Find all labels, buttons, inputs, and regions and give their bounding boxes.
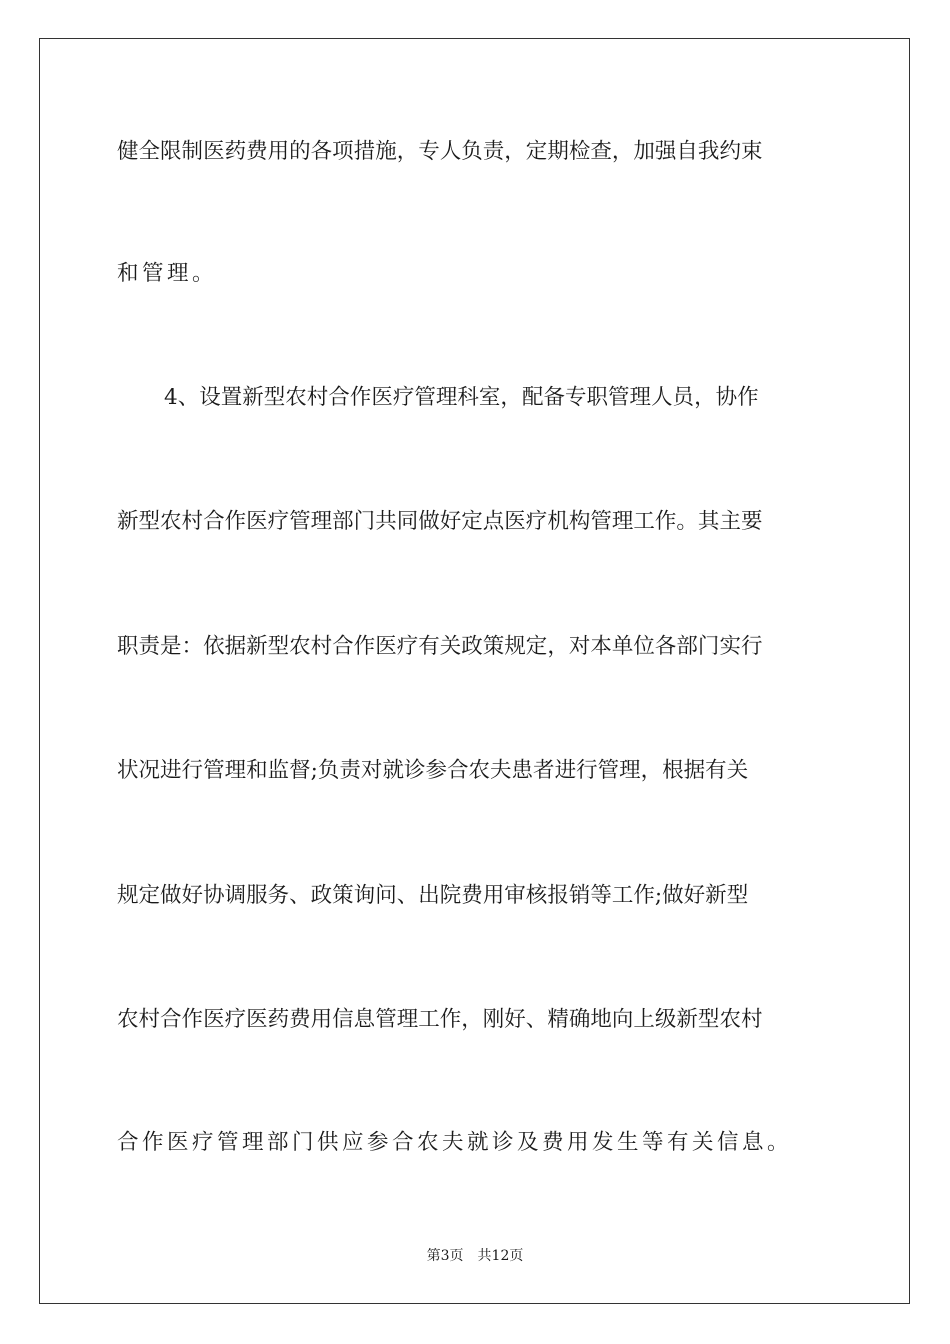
paragraph-line: 和管理。 bbox=[117, 261, 218, 286]
paragraph-line: 合作医疗管理部门供应参合农夫就诊及费用发生等有关信息。 bbox=[117, 1130, 793, 1155]
page-footer bbox=[0, 1246, 950, 1266]
page-total: 共12页 bbox=[477, 1248, 524, 1264]
paragraph-line: 健全限制医药费用的各项措施，专人负责，定期检查，加强自我约束 bbox=[117, 139, 763, 164]
paragraph-line: 职责是：依据新型农村合作医疗有关政策规定，对本单位各部门实行 bbox=[117, 634, 763, 659]
paragraph-line: 农村合作医疗医药费用信息管理工作，刚好、精确地向上级新型农村 bbox=[117, 1007, 763, 1032]
paragraph-line: 4、设置新型农村合作医疗管理科室，配备专职管理人员，协作 bbox=[164, 385, 759, 410]
page-number: 第3页 bbox=[426, 1248, 464, 1264]
paragraph-line: 状况进行管理和监督;负责对就诊参合农夫患者进行管理，根据有关 bbox=[117, 758, 749, 783]
paragraph-line: 规定做好协调服务、政策询问、出院费用审核报销等工作;做好新型 bbox=[117, 883, 749, 908]
page-border bbox=[39, 38, 910, 1304]
paragraph-line: 新型农村合作医疗管理部门共同做好定点医疗机构管理工作。其主要 bbox=[117, 509, 763, 534]
